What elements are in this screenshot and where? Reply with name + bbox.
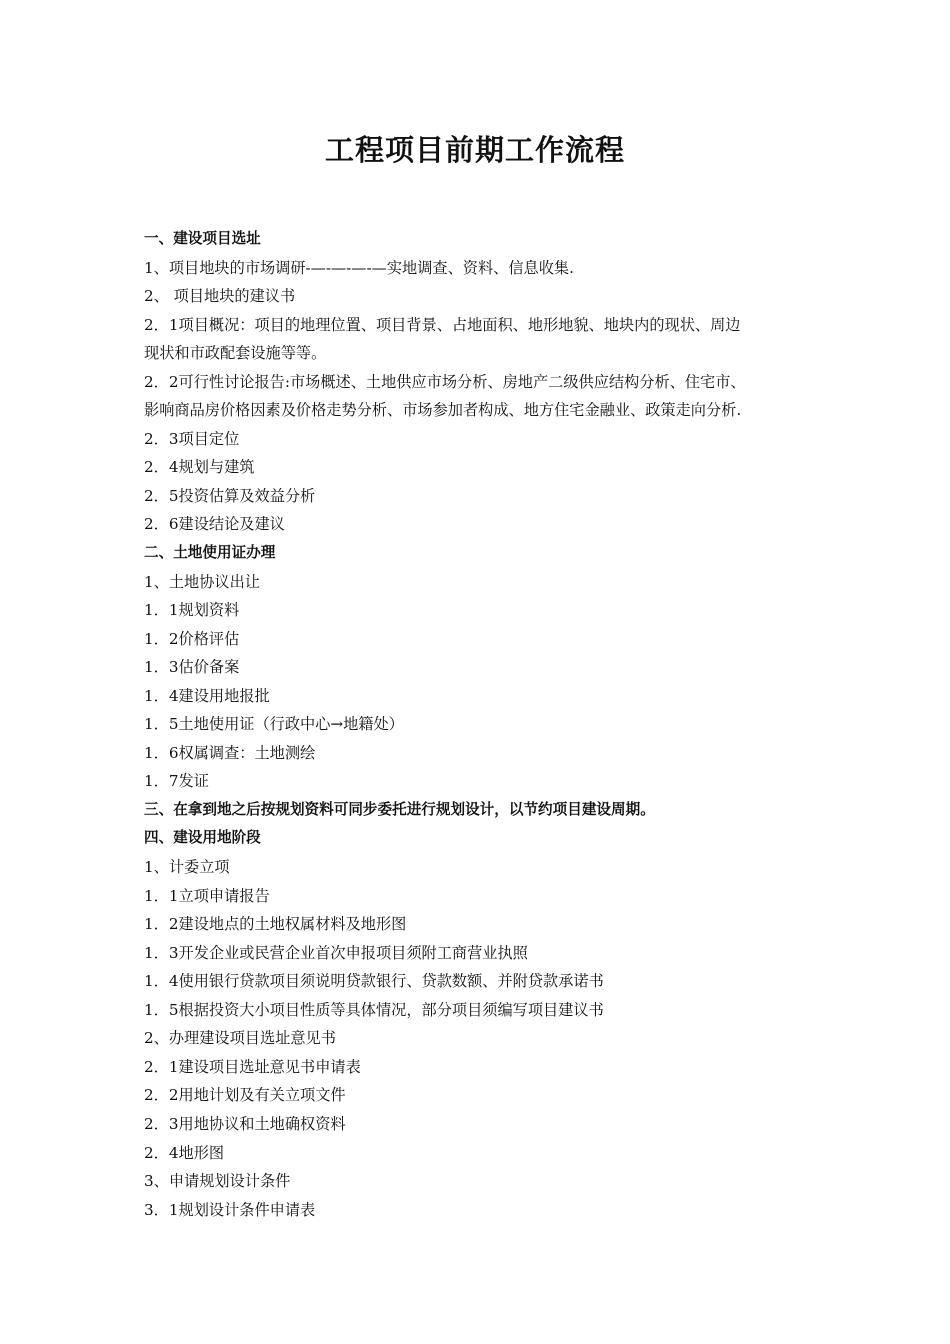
body-text-line: 1．2价格评估: [144, 629, 240, 648]
body-text-line: 1、土地协议出让: [144, 572, 260, 591]
body-text-line: 2．3用地协议和土地确权资料: [144, 1114, 346, 1133]
document-body: [144, 225, 824, 1224]
body-text-line: 2．1项目概况：项目的地理位置、项目背景、占地面积、地形地貌、地块内的现状、周边: [144, 315, 741, 334]
page-title: 工程项目前期工作流程: [324, 133, 625, 167]
body-text-line: 2．1建设项目选址意见书申请表: [144, 1057, 361, 1076]
body-text-line: 1．3估价备案: [144, 658, 240, 677]
body-text-line: 1、计委立项: [144, 858, 230, 877]
body-text-line: 2．2用地计划及有关立项文件: [144, 1086, 346, 1105]
body-text-line: 3．1规划设计条件申请表: [144, 1200, 316, 1219]
body-text-line: 1．5土地使用证（行政中心→地籍处）: [144, 715, 404, 734]
body-text-line: 1．1立项申请报告: [144, 886, 270, 905]
body-text-line: 2．3项目定位: [144, 429, 240, 448]
body-text-line: 2．5投资估算及效益分析: [144, 486, 316, 505]
body-text-line: 1．4建设用地报批: [144, 686, 270, 705]
body-text-line: 1．2建设地点的土地权属材料及地形图: [144, 915, 407, 934]
section-heading: 二、土地使用证办理: [144, 544, 276, 562]
body-text-line: 1．7发证: [144, 772, 209, 791]
section-heading: 一、建设项目选址: [144, 230, 261, 247]
body-text-line: 2．6建设结论及建议: [144, 515, 285, 534]
body-text-line: 3、申请规划设计条件: [144, 1172, 291, 1191]
body-text-line: 1．6权属调查：土地测绘: [144, 743, 316, 762]
section-heading: 四、建设用地阶段: [144, 829, 261, 847]
body-text-line: 1．5根据投资大小项目性质等具体情况，部分项目须编写项目建议书: [144, 1000, 604, 1019]
body-text-line: 现状和市政配套设施等等。: [144, 344, 327, 363]
body-text-line: 2．4规划与建筑: [144, 458, 255, 477]
body-text-line: 1．4使用银行贷款项目须说明贷款银行、贷款数额、并附贷款承诺书: [144, 972, 604, 991]
body-text-line: 2、办理建设项目选址意见书: [144, 1029, 336, 1048]
body-text-line: 1、项目地块的市场调研-—-—-—-—实地调查、资料、信息收集.: [144, 258, 574, 277]
body-text-line: 1．1规划资料: [144, 601, 240, 620]
body-text-line: 2．2可行性讨论报告:市场概述、土地供应市场分析、房地产二级供应结构分析、住宅市、: [144, 372, 746, 391]
body-text-line: 1．3开发企业或民营企业首次申报项目须附工商营业执照: [144, 943, 528, 962]
section-heading: 三、在拿到地之后按规划资料可同步委托进行规划设计，以节约项目建设周期。: [144, 800, 655, 818]
body-text-line: 2、 项目地块的建议书: [144, 287, 296, 306]
body-text-line: 影响商品房价格因素及价格走势分析、市场参加者构成、地方住宅金融业、政策走向分析.: [144, 401, 742, 420]
body-text-line: 2．4地形图: [144, 1143, 225, 1162]
